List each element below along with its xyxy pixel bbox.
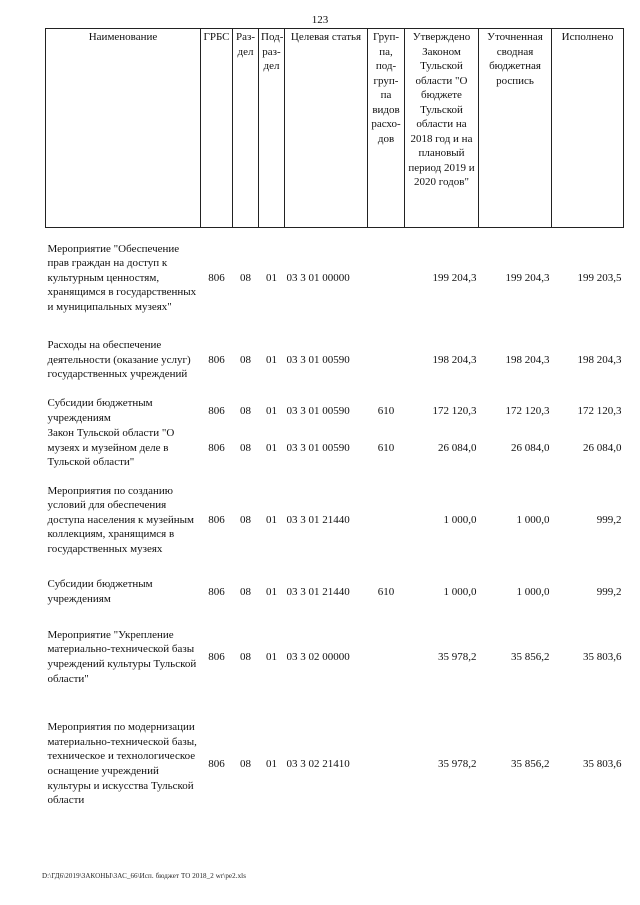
row-podrazdel: 01	[266, 441, 277, 454]
row-podrazdel: 01	[266, 585, 277, 598]
row-target: 03 3 02 00000	[286, 650, 350, 663]
table-row	[46, 426, 624, 470]
row-target: 03 3 02 21410	[286, 757, 350, 770]
row-approved: 35 978,2	[438, 757, 477, 770]
row-executed: 172 120,3	[577, 404, 622, 417]
row-name: Мероприятия по созданию условий для обеспечения доступа населения к музейным коллекциям, хранящимся в государственных музеях	[47, 484, 194, 555]
row-name: Субсидии бюджетным учреждениям	[47, 578, 153, 605]
row-approved: 172 120,3	[432, 404, 477, 417]
row-podrazdel: 01	[266, 757, 277, 770]
row-revised: 35 856,2	[511, 650, 550, 663]
row-razdel: 08	[240, 353, 251, 366]
row-group	[368, 614, 405, 700]
header-grbs: ГРБС	[201, 29, 233, 228]
row-approved: 1 000,0	[443, 585, 477, 598]
row-grbs: 806	[208, 650, 225, 663]
row-name: Закон Тульской области "О музеях и музейном деле в Тульской области"	[47, 427, 175, 469]
row-revised: 35 856,2	[511, 757, 550, 770]
row-revised: 1 000,0	[516, 513, 550, 526]
header-name: Наименование	[46, 29, 201, 228]
row-podrazdel: 01	[266, 404, 277, 417]
row-approved: 199 204,3	[432, 271, 477, 284]
row-revised: 26 084,0	[511, 441, 550, 454]
row-razdel: 08	[240, 513, 251, 526]
row-podrazdel: 01	[266, 650, 277, 663]
row-revised: 1 000,0	[516, 585, 550, 598]
row-group	[368, 324, 405, 396]
row-grbs: 806	[208, 441, 225, 454]
header-podrazdel: Под-раз-дел	[259, 29, 285, 228]
row-executed: 999,2	[596, 585, 622, 598]
row-name: Мероприятие "Обеспечение прав граждан на доступ к культурным ценностям, хранящимся в государственных и муниципальных музеях"	[47, 242, 197, 313]
row-approved: 26 084,0	[438, 441, 477, 454]
table-row	[46, 614, 624, 700]
header-approved: Утверждено Законом Тульской области "О бюджете Тульской области на 2018 год и на плановый период 2019 и 2020 годов"	[405, 29, 479, 228]
row-podrazdel: 01	[266, 513, 277, 526]
row-executed: 999,2	[596, 513, 622, 526]
header-revised: Уточненная сводная бюджетная роспись	[479, 29, 552, 228]
table-row	[46, 396, 624, 426]
row-approved: 198 204,3	[432, 353, 477, 366]
budget-table	[45, 28, 624, 828]
row-grbs: 806	[208, 271, 225, 284]
row-target: 03 3 01 21440	[286, 585, 350, 598]
row-grbs: 806	[208, 404, 225, 417]
row-revised: 172 120,3	[505, 404, 550, 417]
row-podrazdel: 01	[266, 271, 277, 284]
table-row	[46, 470, 624, 570]
table-row	[46, 700, 624, 828]
row-group	[368, 470, 405, 570]
row-target: 03 3 01 00590	[286, 404, 350, 417]
row-revised: 199 204,3	[505, 271, 550, 284]
row-executed: 26 084,0	[583, 441, 622, 454]
row-grbs: 806	[208, 757, 225, 770]
row-razdel: 08	[240, 757, 251, 770]
row-approved: 1 000,0	[443, 513, 477, 526]
row-name: Мероприятия по модернизации материально-технической базы, техническое и технологическое оснащение учреждений культуры и искусства Тульской области	[47, 721, 197, 807]
row-target: 03 3 01 21440	[286, 513, 350, 526]
row-name: Мероприятие "Укрепление материально-технической базы учреждений культуры Тульской области"	[47, 628, 197, 685]
table-row	[46, 324, 624, 396]
row-executed: 198 204,3	[577, 353, 622, 366]
row-name: Субсидии бюджетным учреждениям	[47, 397, 153, 424]
header-executed: Исполнено	[552, 29, 624, 228]
row-group: 610	[377, 404, 395, 417]
table-header-row	[46, 29, 624, 228]
row-group	[368, 700, 405, 828]
header-target: Целевая статья	[285, 29, 368, 228]
row-approved: 35 978,2	[438, 650, 477, 663]
row-razdel: 08	[240, 441, 251, 454]
row-revised: 198 204,3	[505, 353, 550, 366]
row-group: 610	[377, 585, 395, 598]
row-executed: 35 803,6	[583, 650, 622, 663]
row-executed: 199 203,5	[577, 271, 622, 284]
row-razdel: 08	[240, 404, 251, 417]
row-target: 03 3 01 00590	[286, 441, 350, 454]
row-podrazdel: 01	[266, 353, 277, 366]
row-razdel: 08	[240, 585, 251, 598]
file-path-footer: D:\ГД6\2019\ЗАКОНЫ\ЗАС_66\Исп. бюджет ТО 2018_2 wr\ре2.xls	[42, 872, 247, 880]
header-razdel: Раз-дел	[233, 29, 259, 228]
row-razdel: 08	[240, 271, 251, 284]
row-executed: 35 803,6	[583, 757, 622, 770]
row-target: 03 3 01 00000	[286, 271, 350, 284]
row-razdel: 08	[240, 650, 251, 663]
row-grbs: 806	[208, 513, 225, 526]
row-group: 610	[377, 441, 395, 454]
header-group: Груп-па, под-груп-па видов расхо-дов	[368, 29, 405, 228]
table-row	[46, 570, 624, 614]
row-name: Расходы на обеспечение деятельности (оказание услуг) государственных учреждений	[47, 339, 191, 381]
row-grbs: 806	[208, 585, 225, 598]
table-row	[46, 232, 624, 324]
row-target: 03 3 01 00590	[286, 353, 350, 366]
row-group	[368, 232, 405, 324]
page-number: 123	[311, 14, 329, 26]
row-grbs: 806	[208, 353, 225, 366]
